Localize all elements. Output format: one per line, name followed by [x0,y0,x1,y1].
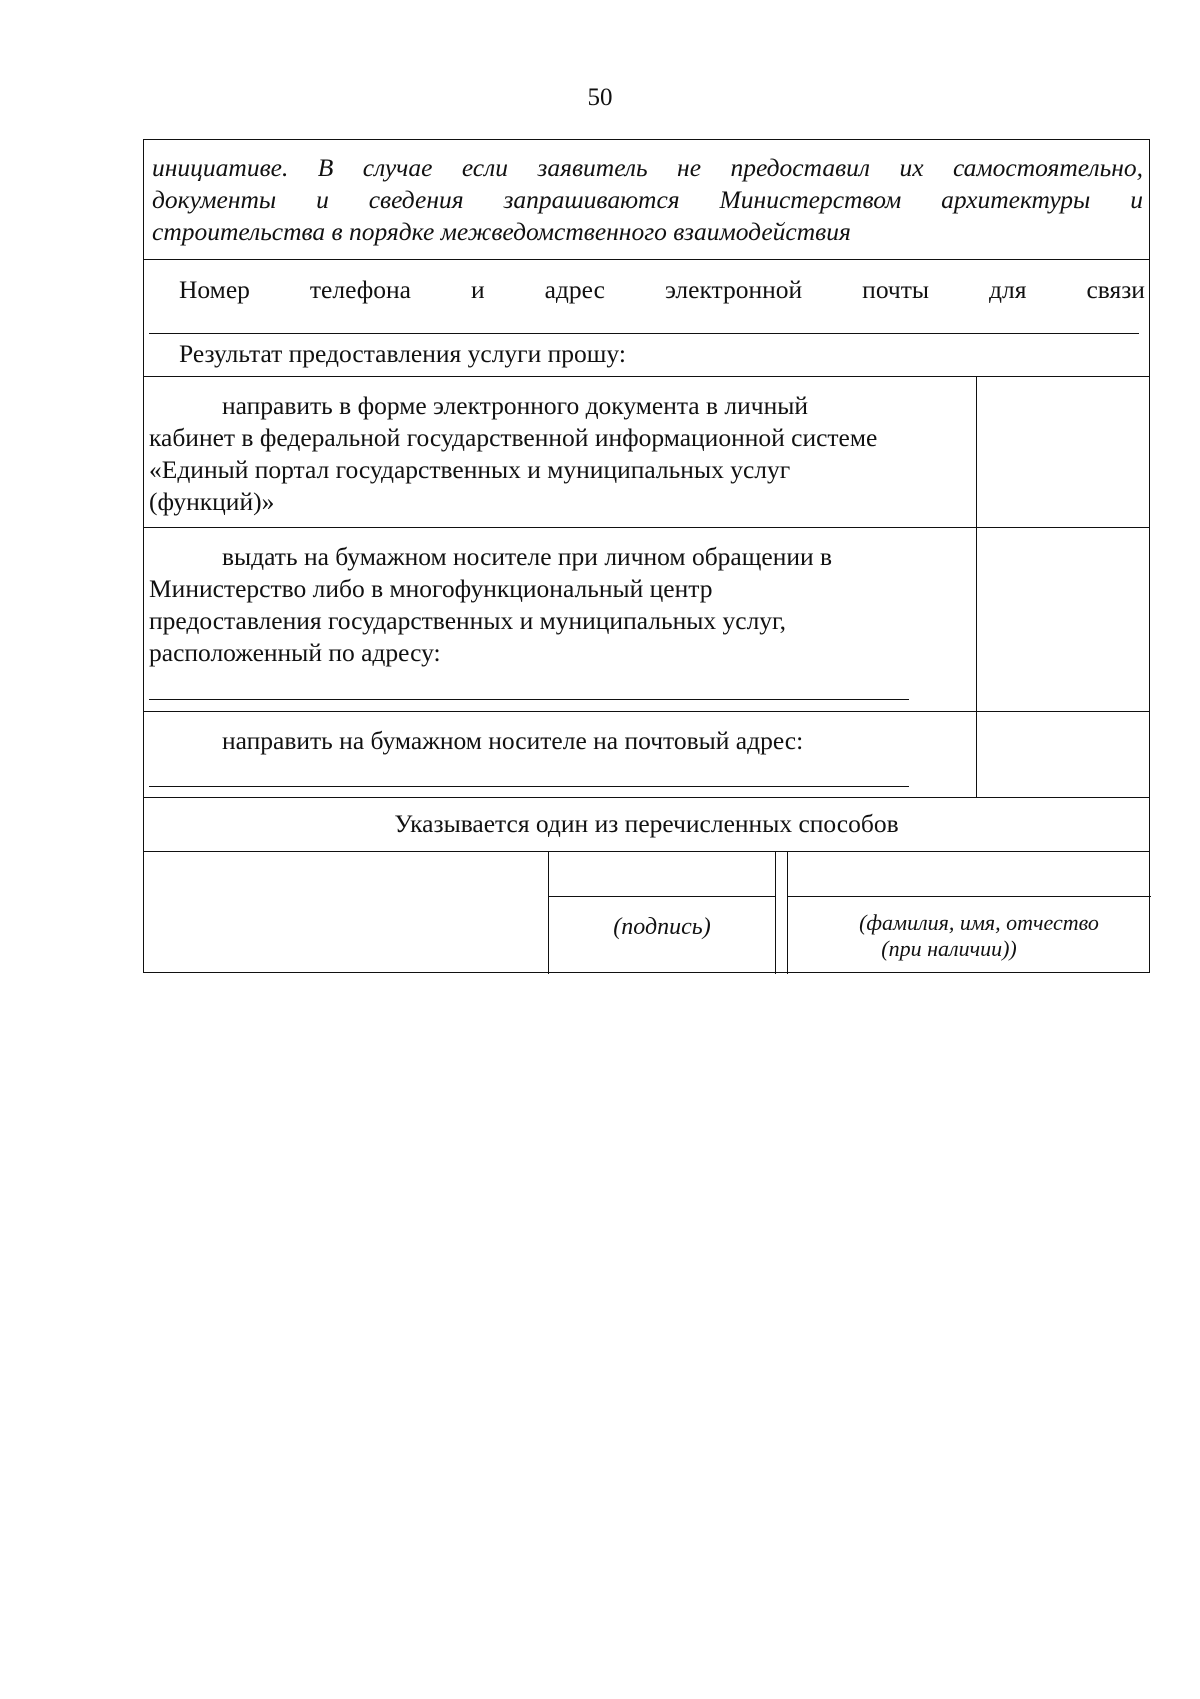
intro-line-3: строительства в порядке межведомственного взаимодействия [152,217,851,246]
signature-caption: (подпись) [613,914,711,940]
signature-column-divider [548,851,549,974]
contact-word: связи [1086,275,1145,304]
contact-word: телефона [309,275,411,304]
intro-word: Министерством [719,185,902,214]
intro-word: сведения [368,185,464,214]
option-in-person-text: выдать на бумажном носителе при личном обращении в [222,542,833,571]
contact-word: электронной [664,275,803,304]
option-electronic-text: (функций)» [149,487,275,516]
row-divider [144,711,1149,712]
intro-word: не [677,153,702,182]
intro-word: и [1130,185,1143,214]
intro-word: самостоятельно, [952,153,1143,182]
row-divider [144,527,1149,528]
option-electronic-text: кабинет в федеральной государственной информационной системе [149,423,878,452]
option-postal-text: направить на бумажном носителе на почтовый адрес: [222,726,804,755]
application-form-table [143,139,1150,973]
intro-word: запрашиваются [503,185,680,214]
signature-field-line[interactable] [548,896,776,897]
intro-word: случае [362,153,433,182]
option-in-person-text: Министерство либо в многофункциональный центр [149,574,713,603]
option-in-person-text: предоставления государственных и муниципальных услуг, [149,606,787,635]
intro-word: документы [152,185,277,214]
intro-word: если [461,153,508,182]
contact-word: и [470,275,485,304]
choice-cell-electronic[interactable] [978,378,1148,526]
row-divider [144,376,1149,377]
intro-word: В [317,153,334,182]
name-field-line[interactable] [787,896,1151,897]
contact-word: почты [862,275,930,304]
method-note: Указывается один из перечисленных способов [394,809,899,838]
contact-label [179,274,1145,306]
choice-cell-in-person[interactable] [978,529,1148,710]
page-number: 50 [587,84,613,111]
option-in-person-text: расположенный по адресу: [149,638,441,667]
intro-line-1 [152,152,1143,184]
row-divider [144,851,1149,852]
contact-fill-line[interactable] [149,333,1139,334]
choice-column-divider [976,376,977,797]
signature-column-divider [775,851,776,974]
name-caption: (фамилия, имя, отчество [859,910,1099,935]
postal-address-fill-line[interactable] [149,786,909,787]
intro-word: инициативе. [152,153,289,182]
intro-line-2 [152,184,1143,216]
intro-word: их [899,153,924,182]
result-heading: Результат предоставления услуги прошу: [179,339,626,368]
intro-word: предоставил [730,153,871,182]
intro-word: архитектуры [941,185,1091,214]
option-electronic-text: направить в форме электронного документа в личный [222,391,809,420]
intro-word: заявитель [537,153,648,182]
contact-word: адрес [544,275,605,304]
contact-word: Номер [179,275,250,304]
choice-cell-postal[interactable] [978,713,1148,796]
name-caption: (при наличии)) [881,936,1017,961]
contact-word: для [989,275,1027,304]
address-fill-line[interactable] [149,699,909,700]
intro-word: и [316,185,329,214]
row-divider [144,797,1149,798]
row-divider [144,259,1149,260]
option-electronic-text: «Единый портал государственных и муниципальных услуг [149,455,791,484]
